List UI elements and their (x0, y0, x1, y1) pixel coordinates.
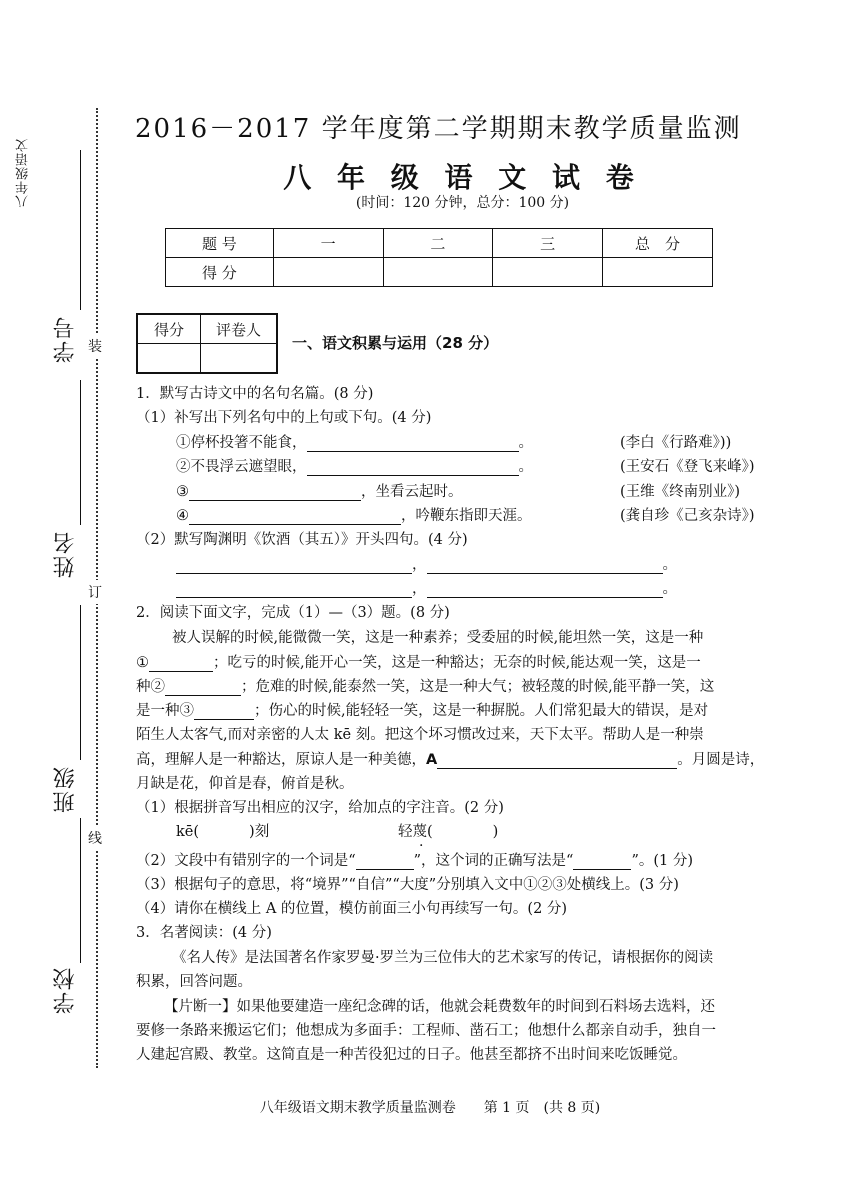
q2-sub4: （4）请你在横线上 A 的位置，模仿前面三小句再续写一句。(2 分) (136, 901, 568, 917)
exam-title: 2016－2017 学年度第二学期期末教学质量监测 (135, 114, 742, 144)
q1-item-4-source: (龚自珍《己亥杂诗》) (620, 508, 755, 524)
bind-mark-xian: 线 (88, 826, 102, 850)
q1-item-1-blank[interactable] (307, 435, 519, 452)
word-qing: 轻 (398, 824, 413, 840)
q2-text-line (136, 699, 708, 720)
q1-stem: 1．默写古诗文中的名句名篇。(8 分) (136, 386, 374, 402)
score-row-label: 得 分 (166, 258, 274, 287)
grader-table (136, 313, 278, 374)
q1-item-4-blank[interactable] (189, 508, 401, 525)
q2-blank-3[interactable] (194, 703, 254, 720)
q2-blank-1[interactable] (149, 655, 213, 672)
q1-sub2: （2）默写陶渊明《饮酒（其五）》开头四句。(4 分) (136, 532, 468, 548)
open-paren: ( (427, 824, 433, 840)
q2-blank-2[interactable] (165, 679, 241, 696)
q2-text-line: 被人误解的时候,能微微一笑，这是一种素养；受委屈的时候,能坦然一笑，这是一种 (172, 630, 704, 646)
blank-marker-3: 是一种③ (136, 703, 194, 719)
q3-text-line: 《名人传》是法国著名作家罗曼·罗兰为三位伟大的艺术家写的传记，请根据你的阅读 (172, 950, 714, 966)
q2-text-line (136, 651, 701, 672)
q1-item-3-post: ，坐看云起时。 (361, 484, 463, 500)
q2-sub3: （3）根据句子的意思，将“境界”“自信”“大度”分别填入文中①②③处横线上。(3 分) (136, 877, 679, 893)
q3-text-line: 积累，回答问题。 (136, 974, 252, 990)
q1-item-3-blank[interactable] (189, 484, 361, 501)
section-title: 一、语文积累与运用（28 分） (292, 334, 499, 352)
q2-sub2 (136, 849, 693, 870)
grader-score-cell[interactable] (137, 344, 201, 374)
q3-text-line: 【片断一】如果他要建造一座纪念碑的话，他就会耗费数年的时间到石料场去选料，还 (164, 999, 715, 1015)
score-header-cell: 三 (493, 229, 603, 258)
period: 。 (662, 557, 677, 573)
q1-poem-row-2 (176, 577, 677, 598)
exam-subtitle: (时间：120 分钟，总分：100 分) (355, 195, 570, 211)
close-paren: ) (492, 824, 499, 840)
bind-mark-zhuang: 装 (88, 334, 102, 358)
class-line (80, 605, 81, 760)
q2-sub1-pinyin (176, 820, 269, 841)
score-header-cell: 题 号 (166, 229, 274, 258)
q2-sub2-text: ”。(1 分) (631, 853, 694, 869)
q1-item-4-pre: ④ (176, 508, 189, 524)
name-label: 姓名 (53, 530, 78, 578)
page-footer: 八年级语文期末教学质量监测卷 第 1 页 (共 8 页) (259, 1100, 601, 1116)
q1-item-2-pre: ②不畏浮云遮望眼， (176, 459, 307, 475)
q1-item-2-blank[interactable] (307, 459, 519, 476)
margin-grade-tag: 八年级语文 (16, 138, 31, 208)
bind-mark-ding: 订 (88, 580, 102, 604)
school-line (80, 818, 81, 963)
q1-item-1-source: (李白《行路难》)) (620, 435, 732, 451)
poem-blank[interactable] (427, 581, 663, 598)
school-label: 学校 (53, 966, 78, 1014)
q2-text-line (136, 675, 714, 696)
q3-stem: 3．名著阅读：(4 分) (136, 925, 272, 941)
q1-item-3-source: (王维《终南别业》) (620, 484, 741, 500)
q1-item-1 (176, 431, 533, 452)
comma: ， (412, 581, 427, 597)
q2-sub2-text: （2）文段中有错别字的一个词是“ (136, 853, 356, 869)
comma: ， (412, 557, 427, 573)
q2-correct-word-blank[interactable] (573, 853, 631, 870)
class-field[interactable] (50, 605, 90, 820)
q2-sub2-text: ”，这个词的正确写法是“ (413, 853, 574, 869)
q2-text-segment: ；危难的时候,能泰然一笑，这是一种大气；被轻蔑的时候,能平静一笑，这 (241, 679, 715, 695)
grader-name-label: 评卷人 (201, 314, 278, 344)
score-cell[interactable] (493, 258, 603, 287)
score-header-cell: 总 分 (603, 229, 713, 258)
q1-item-1-post: 。 (518, 435, 533, 451)
score-header-cell: 二 (383, 229, 493, 258)
q2-stem: 2．阅读下面文字，完成（1）—（3）题。(8 分) (136, 605, 450, 621)
name-field[interactable] (50, 380, 90, 600)
score-header-cell: 一 (273, 229, 383, 258)
q1-item-2 (176, 455, 533, 476)
poem-blank[interactable] (176, 581, 412, 598)
class-label: 班级 (53, 765, 78, 813)
poem-blank[interactable] (176, 557, 412, 574)
q3-text-line: 人建起宫殿、教堂。这简直是一种苦役犯过的日子。他甚至都挤不出时间来吃饭睡觉。 (136, 1047, 687, 1063)
blank-marker-1: ① (136, 655, 149, 671)
q2-text-segment: ；吃亏的时候,能开心一笑，这是一种豁达；无奈的时候,能达观一笑，这是一 (213, 655, 701, 671)
grader-score-label: 得分 (137, 314, 201, 344)
q1-sub1: （1）补写出下列名句中的上句或下句。(4 分) (136, 410, 432, 426)
score-cell[interactable] (273, 258, 383, 287)
q1-item-3-pre: ③ (176, 484, 189, 500)
name-line (80, 380, 81, 525)
q3-text-line: 要修一条路来搬运它们；他想成为多面手：工程师、凿石工；他想什么都亲自动手，独自一 (136, 1023, 716, 1039)
q1-item-1-pre: ①停杯投箸不能食， (176, 435, 307, 451)
q2-text-segment: ；伤心的时候,能轻轻一笑，这是一种摒脱。人们常犯最大的错误，是对 (254, 703, 709, 719)
q1-item-4-post: ，吟鞭东指即天涯。 (401, 508, 532, 524)
poem-blank[interactable] (427, 557, 663, 574)
q2-sub1-dotted-char (398, 820, 498, 841)
exam-name: 八 年 级 语 文 试 卷 (283, 161, 642, 194)
q1-item-2-post: 。 (518, 459, 533, 475)
q1-poem-row-1 (176, 553, 677, 574)
blank-marker-2: 种② (136, 679, 165, 695)
q2-text-segment: 高，理解人是一种豁达，原谅人是一种美德， (136, 752, 426, 768)
student-id-label: 学号 (53, 315, 78, 363)
q2-sub1: （1）根据拼音写出相应的汉字，给加点的字注音。(2 分) (136, 800, 504, 816)
q1-item-3 (176, 480, 463, 501)
grader-name-cell[interactable] (201, 344, 278, 374)
q2-text-segment: 。月圆是诗， (677, 752, 765, 768)
q2-text-line: 陌生人太客气,而对亲密的人太 kē 刻。把这个坏习惯改过来，天下太平。帮助人是一种崇 (136, 727, 704, 743)
q1-item-2-source: (王安石《登飞来峰》) (620, 459, 755, 475)
q2-blank-a[interactable] (437, 752, 677, 769)
score-table (165, 228, 713, 287)
blank-marker-a: A (426, 752, 438, 768)
score-cell[interactable] (603, 258, 713, 287)
pinyin-ke-suffix: )刻 (249, 824, 270, 840)
school-field[interactable] (50, 818, 90, 1018)
q2-text-line: 月缺是花，仰首是春，俯首是秋。 (136, 776, 354, 792)
dotted-char-mie: 蔑 (412, 824, 427, 840)
period: 。 (662, 581, 677, 597)
q2-wrong-word-blank[interactable] (356, 853, 414, 870)
score-cell[interactable] (383, 258, 493, 287)
q2-text-line (136, 748, 764, 769)
q1-item-4 (176, 504, 532, 525)
pinyin-ke: kē( (176, 824, 200, 840)
